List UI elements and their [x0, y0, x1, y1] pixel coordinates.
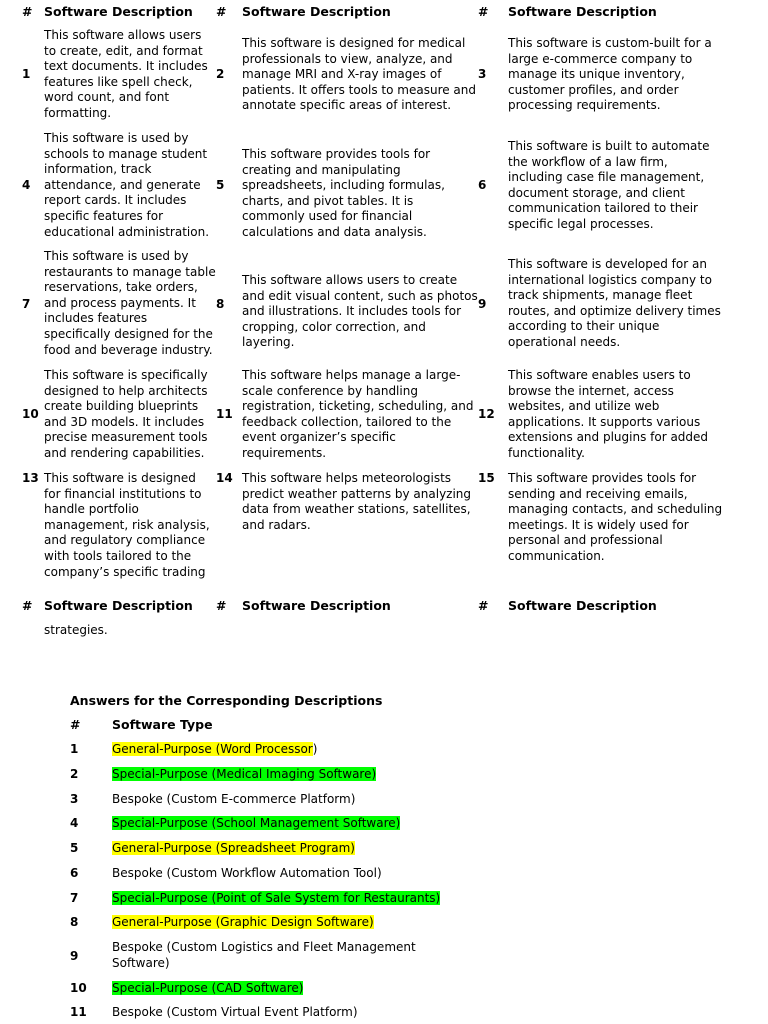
table-header-num-1: # [22, 4, 33, 19]
table-header-num-2-repeat: # [216, 598, 227, 613]
item-number: 9 [478, 297, 487, 311]
item-number: 3 [478, 67, 487, 81]
item-number: 1 [22, 67, 31, 81]
table-header-num-3-repeat: # [478, 598, 489, 613]
answer-highlight: General-Purpose (Word Processor [112, 742, 313, 756]
software-description: This software helps manage a large-scale conference by handling registration, ticketing, scheduling, and feedback collection, tailored to the event organizer’s specific requirements. [242, 368, 474, 460]
software-description: This software is custom-built for a large e-commerce company to manage its unique inventory, customer profiles, and order processing requirements. [508, 36, 712, 113]
software-description: This software is used by schools to manage student information, track attendance, and generate report cards. It includes specific features for educational administration. [44, 131, 210, 239]
item-number: 2 [216, 67, 225, 81]
software-description: This software helps meteorologists predict weather patterns by analyzing data from weather stations, satellites, and radars. [242, 471, 472, 532]
answer-type [112, 767, 442, 783]
answer-highlight: Bespoke (Custom E-commerce Platform) [112, 792, 356, 806]
answers-header-num: # [70, 717, 81, 732]
answer-number: 2 [70, 767, 79, 781]
item-number: 6 [478, 178, 487, 192]
answer-type [112, 940, 422, 971]
software-description: This software allows users to create, edit, and format text documents. It includes features like spell check, word count, and font formatting. [44, 28, 208, 120]
answer-type [112, 841, 442, 857]
software-description: This software provides tools for sending and receiving emails, managing contacts, and scheduling meetings. It is widely used for personal and professional communication. [508, 471, 723, 563]
answer-number: 7 [70, 891, 79, 905]
item-number: 14 [216, 471, 233, 485]
item-number: 13 [22, 471, 39, 485]
answer-number: 6 [70, 866, 79, 880]
answer-number: 5 [70, 841, 79, 855]
answer-trail: ) [312, 742, 318, 756]
software-description: This software enables users to browse the internet, access websites, and utilize web applications. It supports various extensions and plugins for added functionality. [508, 368, 709, 460]
answer-number: 4 [70, 816, 79, 830]
answer-highlight: Bespoke (Custom Virtual Event Platform) [112, 1005, 358, 1019]
table-header-desc-3: Software Description [508, 4, 657, 19]
answer-highlight: General-Purpose (Graphic Design Software) [112, 915, 374, 929]
software-description: This software allows users to create and edit visual content, such as photos and illustrations. It includes tools for cropping, color correction, and layering. [242, 273, 478, 350]
answer-highlight: Bespoke (Custom Logistics and Fleet Management Software) [112, 940, 416, 970]
software-description: This software is built to automate the workflow of a law firm, including case file management, document storage, and client communication tailored to their specific legal processes. [508, 139, 710, 231]
item-number: 4 [22, 178, 31, 192]
answer-highlight: Bespoke (Custom Workflow Automation Tool) [112, 866, 382, 880]
item-number: 7 [22, 297, 31, 311]
answer-number: 10 [70, 981, 87, 995]
answer-highlight: Special-Purpose (CAD Software) [112, 981, 304, 995]
answer-type [112, 866, 442, 882]
software-description: This software is designed for financial institutions to handle portfolio management, risk analysis, and regulatory compliance with tools tailored to the company’s specific trading [44, 471, 210, 579]
table-header-desc-1-repeat: Software Description [44, 598, 193, 613]
answer-highlight: Special-Purpose (Point of Sale System for Restaurants) [112, 891, 441, 905]
answer-number: 11 [70, 1005, 87, 1019]
answer-type [112, 915, 442, 931]
software-description: This software is used by restaurants to manage table reservations, take orders, and process payments. It includes features specifically designed for the food and beverage industry. [44, 249, 216, 357]
answer-type [112, 981, 442, 997]
table-header-desc-3-repeat: Software Description [508, 598, 657, 613]
answer-type [112, 891, 472, 907]
answer-highlight: Special-Purpose (Medical Imaging Software) [112, 767, 377, 781]
answer-number: 8 [70, 915, 79, 929]
item-number: 15 [478, 471, 495, 485]
item-number: 12 [478, 407, 495, 421]
answer-type [112, 792, 442, 808]
continuation-text: strategies. [44, 623, 108, 637]
table-header-num-1-repeat: # [22, 598, 33, 613]
answer-highlight: Special-Purpose (School Management Software) [112, 816, 401, 830]
software-description: This software is designed for medical professionals to view, analyze, and manage MRI and X-ray images of patients. It offers tools to measure and annotate specific areas of interest. [242, 36, 477, 113]
software-description: This software is developed for an international logistics company to track shipments, manage fleet routes, and optimize delivery times according to their unique operational needs. [508, 257, 721, 349]
answer-type [112, 1005, 442, 1021]
table-header-desc-2-repeat: Software Description [242, 598, 391, 613]
answer-type [112, 816, 442, 832]
answer-number: 1 [70, 742, 79, 756]
table-header-num-2: # [216, 4, 227, 19]
answer-number: 9 [70, 949, 79, 963]
answer-number: 3 [70, 792, 79, 806]
software-description: This software is specifically designed to help architects create building blueprints and 3D models. It includes precise measurement tools and rendering capabilities. [44, 368, 208, 460]
answers-header-type: Software Type [112, 717, 213, 732]
item-number: 10 [22, 407, 39, 421]
table-header-desc-2: Software Description [242, 4, 391, 19]
item-number: 5 [216, 178, 225, 192]
answers-title: Answers for the Corresponding Descriptions [70, 693, 383, 708]
answer-highlight: General-Purpose (Spreadsheet Program) [112, 841, 355, 855]
table-header-num-3: # [478, 4, 489, 19]
item-number: 8 [216, 297, 225, 311]
software-description: This software provides tools for creating and manipulating spreadsheets, including formulas, charts, and pivot tables. It is commonly used for financial calculations and data analysis. [242, 147, 445, 239]
table-header-desc-1: Software Description [44, 4, 193, 19]
answer-type [112, 742, 442, 758]
item-number: 11 [216, 407, 233, 421]
